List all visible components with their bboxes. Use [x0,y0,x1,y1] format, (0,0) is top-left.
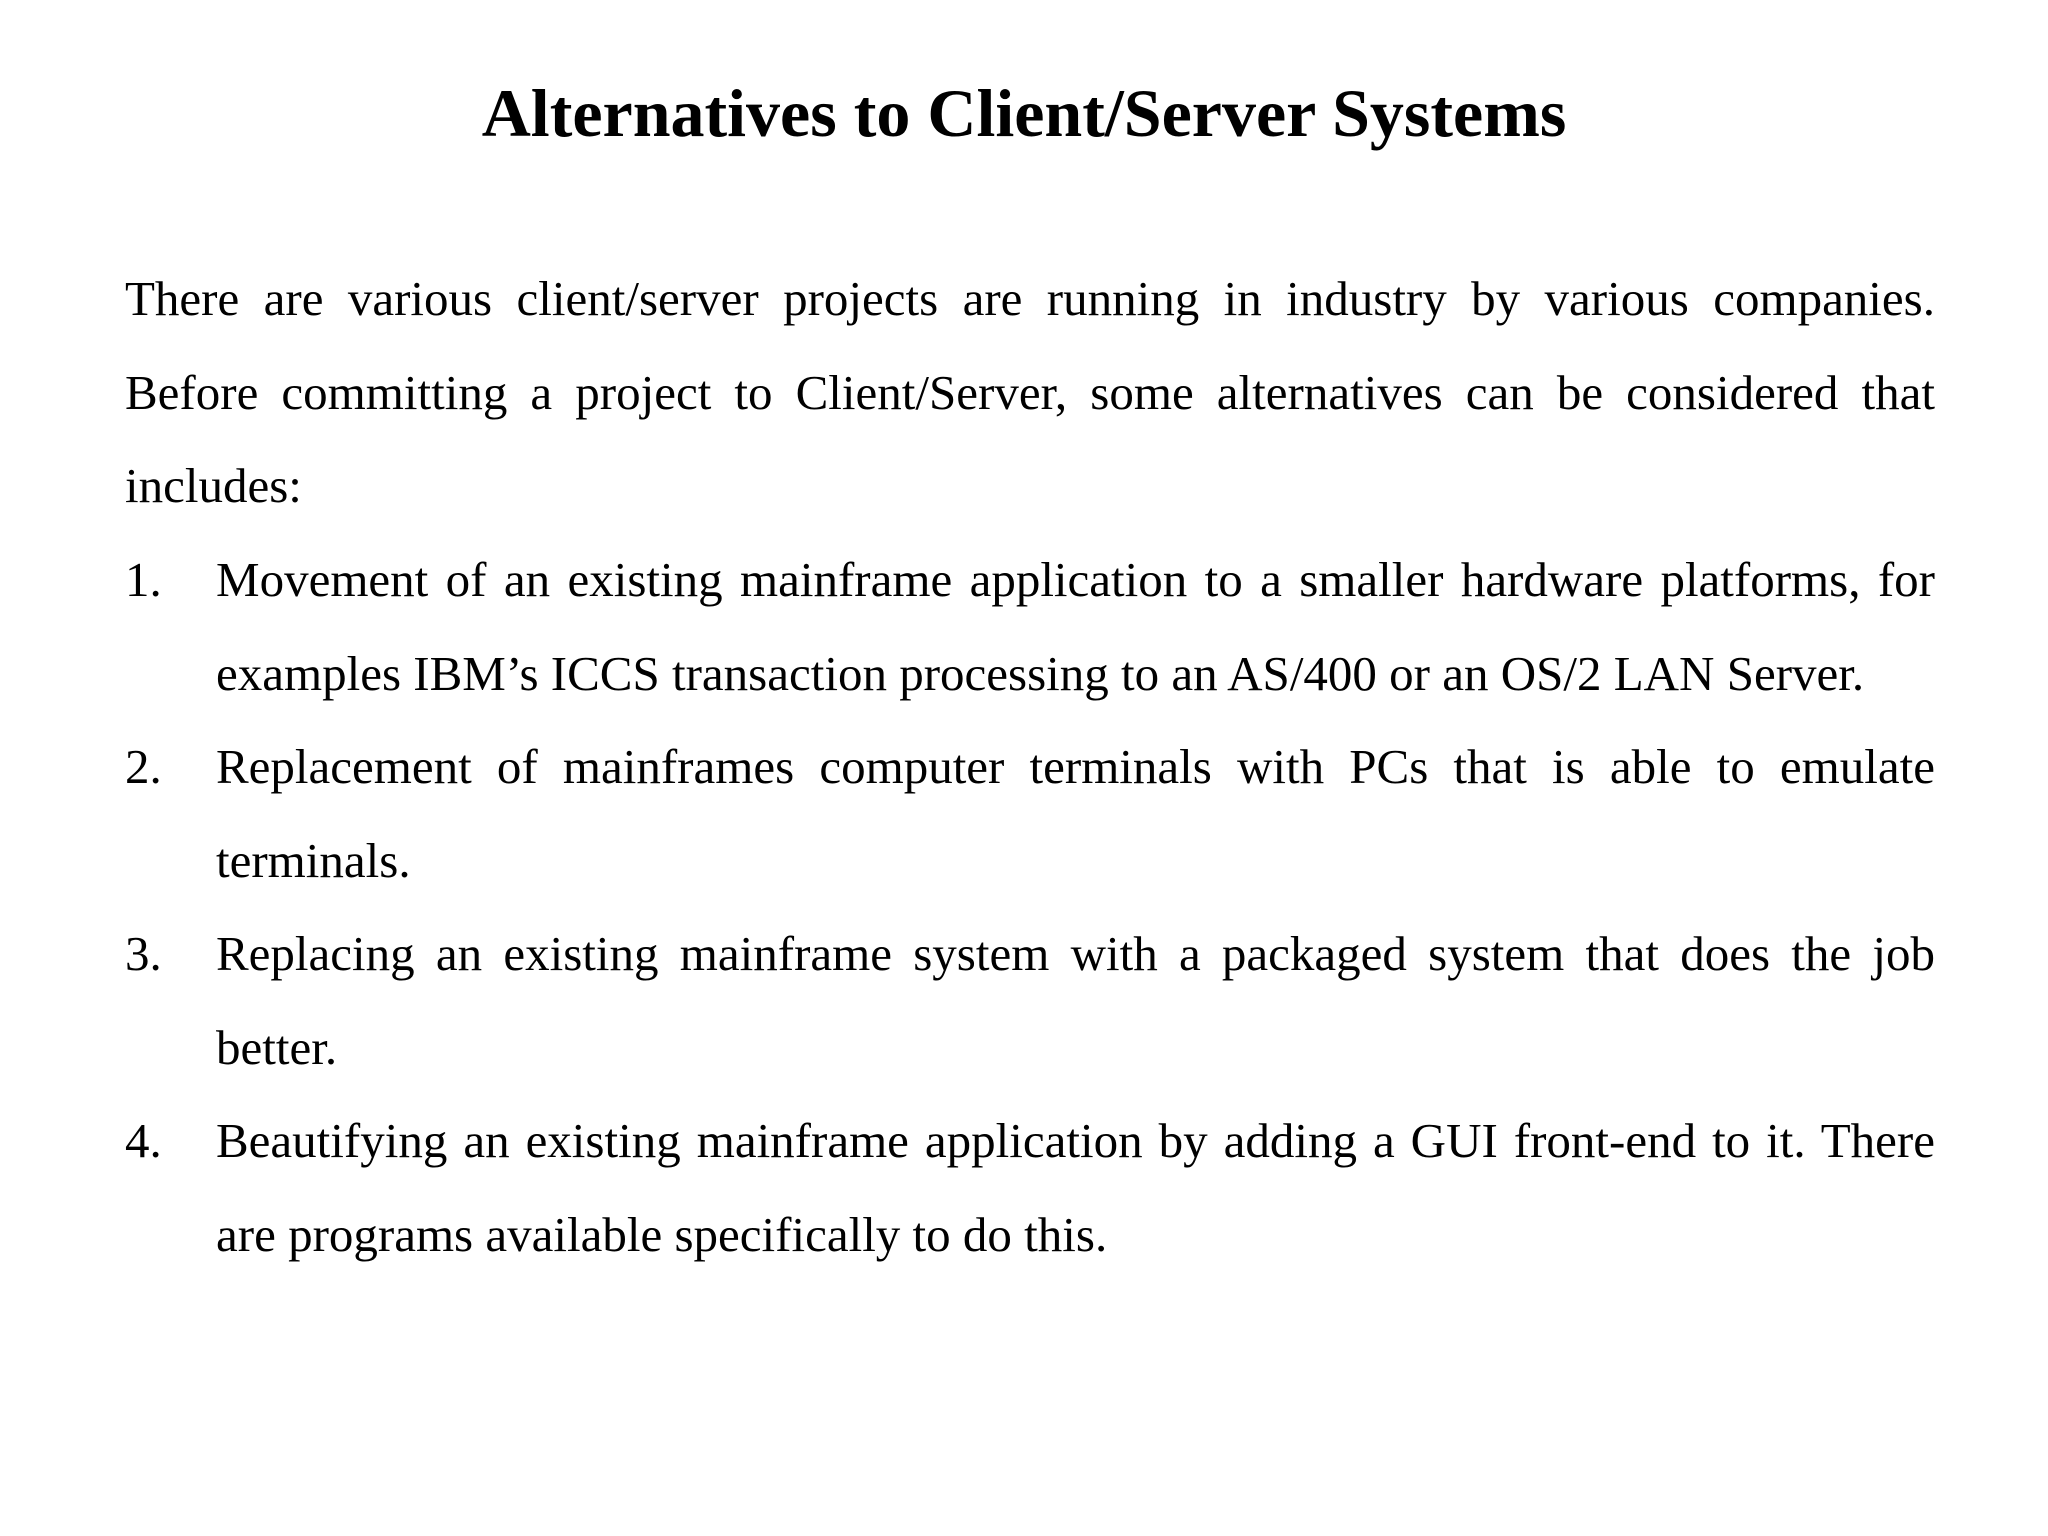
list-item [125,533,1935,720]
document-title: Alternatives to Client/Server Systems [481,75,1567,151]
list-item-text: Movement of an existing mainframe application to a smaller hardware platforms, for examples IBM’s ICCS transaction processing to an AS/400 or an OS/2 LAN Server. [216,552,1935,701]
list-item-number: 4. [125,1113,162,1168]
list-item [125,907,1935,1094]
list-item [125,720,1935,907]
list-item-text: Replacement of mainframes computer terminals with PCs that is able to emulate terminals. [216,739,1935,888]
list-item-number: 1. [125,552,162,607]
list-item-text: Replacing an existing mainframe system with a packaged system that does the job better. [216,926,1935,1075]
intro-paragraph: There are various client/server projects are running in industry by various companies. Before committing a project to Client/Server, some alternatives can be considered that includes: [125,271,1935,513]
list-item-text: Beautifying an existing mainframe application by adding a GUI front-end to it. There are programs available specifically to do this. [216,1113,1935,1262]
list-item-number: 3. [125,926,162,981]
list-item-number: 2. [125,739,162,794]
list-item [125,1094,1935,1281]
alternatives-list [125,533,1935,1281]
